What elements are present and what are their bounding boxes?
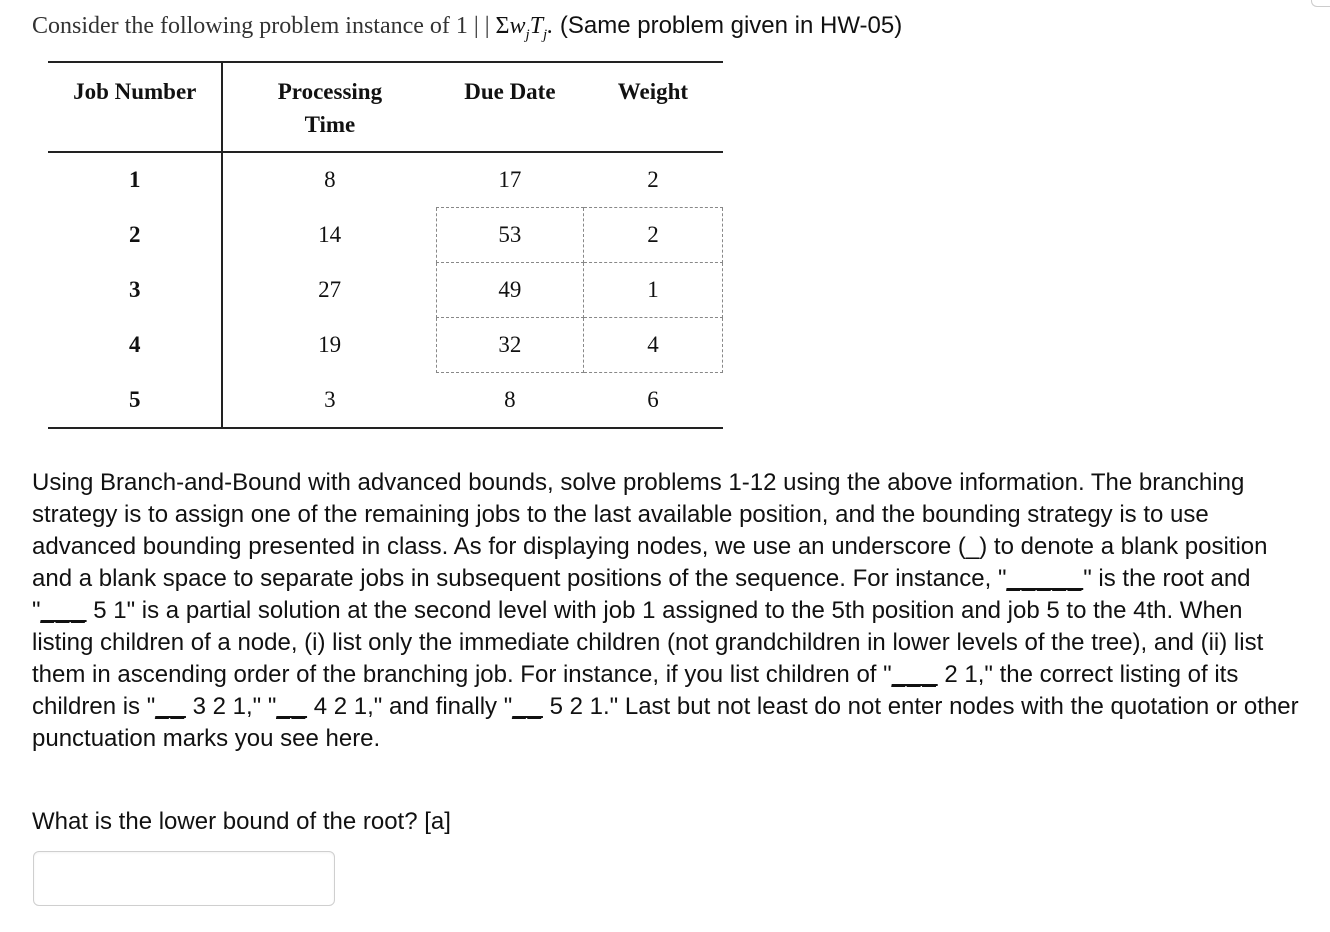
child2-blank: __ [276,693,308,720]
table-row [48,318,723,373]
cell-processing-time: 14 [318,222,342,247]
job-table [48,61,723,429]
level2-node-blank: ___ [40,597,87,624]
cell-job: 4 [48,318,222,373]
child1-blank: __ [155,693,186,720]
instructions-text-3: 5 1" is a partial solution at the second level with job 1 assigned to the 5th position and job 5 to the 4th. When listing children of a node, (i) list only the immediate children (not grandchildren in lower levels of the tree), and (ii) list them in ascending order of the branching job. For instance, if you list children of " [32,597,1264,688]
instructions-text-6: 4 2 1," and finally " [307,693,513,720]
root-node-example: _____ [1006,565,1084,592]
formula-period: . [547,13,554,39]
question-text: What is the lower bound of the root? [a] [32,808,451,835]
formula-t-sub: j [543,26,548,43]
formula-t: T [529,13,544,39]
instructions-paragraph [32,467,1302,755]
cell-job: 2 [48,208,222,263]
header-due-date: Due Date [436,62,583,152]
cell-weight: 2 [583,152,722,208]
table-row [48,208,723,263]
cell-weight: 1 [583,263,722,318]
instructions-text-5: 3 2 1," " [185,693,277,720]
window-corner [1311,0,1330,7]
cell-weight: 4 [583,318,722,373]
formula-w-sub: j [525,26,530,43]
cell-job: 5 [48,373,222,429]
parent-node-blank: ___ [891,661,938,688]
instructions-text-4: 2 1," the correct listing of its children is " [32,661,1239,720]
formula-w: w [509,13,526,39]
cell-due-date: 49 [436,263,583,318]
table-row [48,263,723,318]
intro-prefix: Consider the following problem instance of 1 | | [32,13,496,39]
cell-weight: 2 [583,208,722,263]
table-header-row [48,62,723,152]
table-row [48,373,723,429]
table-row [48,152,723,208]
cell-due-date: 17 [436,152,583,208]
cell-processing-time: 8 [324,167,336,193]
header-processing-time-label: Processing Time [277,79,383,137]
sigma-symbol: Σ [495,13,510,39]
instructions-text-1: Using Branch-and-Bound with advanced bounds, solve problems 1-12 using the above information. The branching strategy is to assign one of the remaining jobs to the last available position, and the bounding strategy is to use advanced bounding presented in class. As for displaying nodes, we use an underscore (_) to denote a blank position and a blank space to separate jobs in subsequent positions of the sequence. For instance, " [32,469,1268,592]
header-weight: Weight [583,62,722,152]
cell-job: 1 [48,152,222,208]
cell-due-date: 32 [436,318,583,373]
header-job-number: Job Number [48,62,222,152]
cell-processing-time: 3 [222,373,436,429]
intro-suffix: (Same problem given in HW-05) [553,12,903,39]
answer-input[interactable] [33,851,335,906]
header-processing-time [222,62,436,152]
cell-processing-time: 19 [318,332,342,357]
cell-processing-time: 27 [318,277,342,302]
cell-due-date: 53 [436,208,583,263]
cell-due-date: 8 [436,373,583,429]
objective-formula [495,13,554,43]
instructions-text-7: 5 2 1." Last but not least do not enter nodes with the quotation or other punctuation marks you see here. [32,693,1299,752]
instructions-text-2: " is the root and " [32,565,1251,624]
cell-job: 3 [48,263,222,318]
cell-weight: 6 [583,373,722,429]
child3-blank: __ [512,693,543,720]
problem-intro [32,12,902,44]
